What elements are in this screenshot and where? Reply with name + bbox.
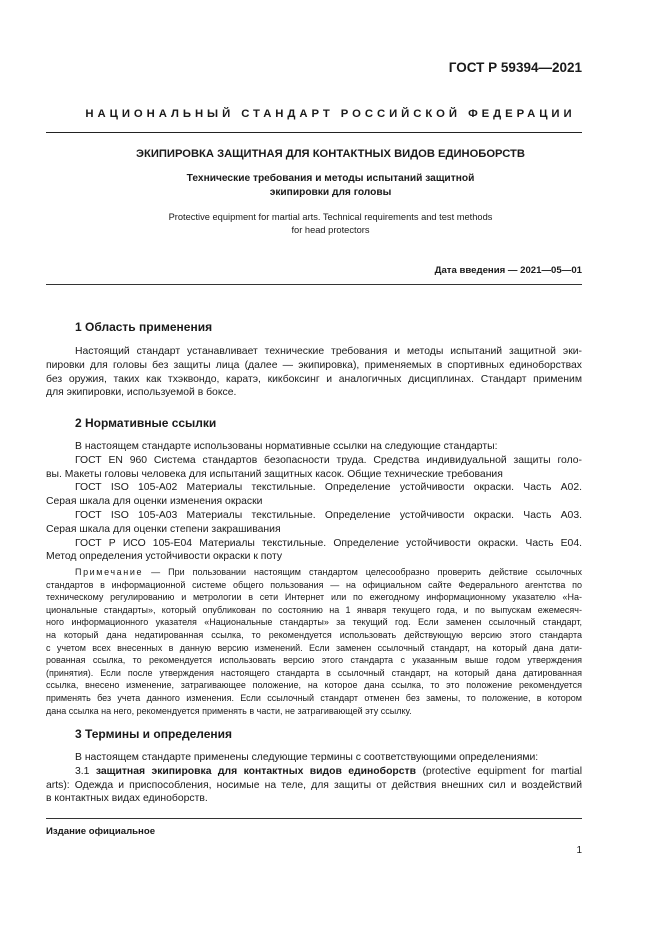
english-title <box>0 211 661 237</box>
reference-line: ГОСТ Р ИСО 105-E04 Материалы текстильные. Определение устойчивости окраски. Часть E04. <box>75 537 582 549</box>
note-line: стандартов в информационной системе общего пользования — на официальном сайте Федерального агентства по <box>46 579 582 590</box>
note-line: на который дана недатированная ссылка, то рекомендуется использовать действующую версию этого стандарта <box>46 629 582 640</box>
reference-line: Метод определения устойчивости окраски к поту <box>46 551 283 563</box>
subtitle-line: экипировки для головы <box>269 187 392 198</box>
note-line: циональные стандарты», который опубликован по состоянию на 1 января текущего года, и по выпускам ежемесяч- <box>46 604 582 615</box>
term-name: защитная экипировка для контактных видов единоборств <box>95 765 417 777</box>
section-3-text <box>46 751 582 806</box>
official-edition-label: Издание официальное <box>46 826 156 837</box>
text-line: Настоящий стандарт устанавливает технические требования и методы испытаний защитной эки- <box>75 346 582 357</box>
normative-note <box>46 566 582 717</box>
section-2-heading: 2 Нормативные ссылки <box>75 416 217 430</box>
section-3-heading: 3 Термины и определения <box>75 727 233 741</box>
note-line: техническому регулированию и метрологии в сети Интернет или по ежегодному информационному указателю «На- <box>46 592 582 603</box>
document-subtitle <box>0 172 661 200</box>
subtitle-line: Технические требования и методы испытаний защитной <box>186 173 475 184</box>
note-line: ссылка, внесено изменение, затрагивающее положение, на которое дана ссылка, то это положение рекомендуется <box>46 680 582 691</box>
text-line: В настоящем стандарте использованы нормативные ссылки на следующие стандарты: <box>75 441 498 452</box>
term-line <box>46 765 582 779</box>
note-line: применять без учета данного изменения. Если ссылочный стандарт отменен без замены, то положение, в котором <box>46 692 582 703</box>
text-line: пировки для головы без защиты лица (далее — экипировка), применяемых в спортивных единоборствах <box>46 359 582 371</box>
standard-code: ГОСТ Р 59394—2021 <box>448 60 582 75</box>
reference-line: ГОСТ ISO 105-A03 Материалы текстильные. Определение устойчивости окраски. Часть A03. <box>75 509 582 521</box>
term-number: 3.1 <box>75 765 90 777</box>
section-2-text <box>46 440 582 564</box>
date-divider <box>46 284 582 285</box>
note-line: рованная ссылка, то рекомендуется использовать версию этого стандарта с указанным выше годом утверждения <box>46 655 582 666</box>
introduction-date: Дата введения — 2021—05—01 <box>434 265 582 276</box>
english-title-line: Protective equipment for martial arts. Technical requirements and test methods <box>168 212 493 222</box>
text-line: для экипировки, используемой в боксе. <box>46 387 237 399</box>
section-1-text <box>46 345 582 400</box>
note-line: с учетом всех внесенных в данную версию изменений. Если заменен ссылочный стандарт, на который дана дати- <box>46 642 582 653</box>
document-title: ЭКИПИРОВКА ЗАЩИТНАЯ ДЛЯ КОНТАКТНЫХ ВИДОВ ЕДИНОБОРСТВ <box>136 148 525 160</box>
reference-line: вы. Макеты головы человека для испытаний защитных касок. Общие технические требования <box>46 468 503 480</box>
term-english: (protective equipment for martial <box>422 765 583 777</box>
section-1-heading: 1 Область применения <box>75 320 213 334</box>
text-line: без оружия, таких как тхэквондо, каратэ, кикбоксинг и аналогичных дисциплинах. Стандарт применим <box>46 373 582 385</box>
page-number: 1 <box>576 845 582 856</box>
text-line: в контактных видах единоборств. <box>46 793 208 805</box>
note-line: дана ссылка на него, рекомендуется применять в части, не затрагивающей эту ссылку. <box>46 705 412 716</box>
note-label: Примечание <box>75 567 144 577</box>
reference-line: Серая шкала для оценки изменения окраски <box>46 496 263 508</box>
text-line: В настоящем стандарте применены следующие термины с соответствующими определениями: <box>75 752 539 763</box>
reference-line: Серая шкала для оценки степени закрашивания <box>46 523 281 535</box>
footer-divider <box>46 818 582 819</box>
text-line: arts): Одежда и приспособления, носимые на теле, для защиты от действия внешних сил и воздействий <box>46 779 582 791</box>
note-line: ного информационного указателя «Национальные стандарты» за текущий год. Если заменен ссылочный стандарт, <box>46 617 582 628</box>
note-first-text: — При пользовании настоящим стандартом целесообразно проверить действие ссылочных <box>151 567 582 577</box>
reference-line: ГОСТ EN 960 Система стандартов безопасности труда. Средства индивидуальной защиты голо- <box>75 454 582 466</box>
english-title-line: for head protectors <box>291 225 370 235</box>
reference-line: ГОСТ ISO 105-A02 Материалы текстильные. Определение устойчивости окраски. Часть A02. <box>75 482 582 494</box>
note-line: (принятия). Если после утверждения настоящего стандарта в ссылочный стандарт, на который дана датированная <box>46 667 582 678</box>
header-divider <box>46 132 582 133</box>
national-standard-banner: НАЦИОНАЛЬНЫЙ СТАНДАРТ РОССИЙСКОЙ ФЕДЕРАЦИИ <box>85 108 576 120</box>
note-line <box>46 566 582 579</box>
